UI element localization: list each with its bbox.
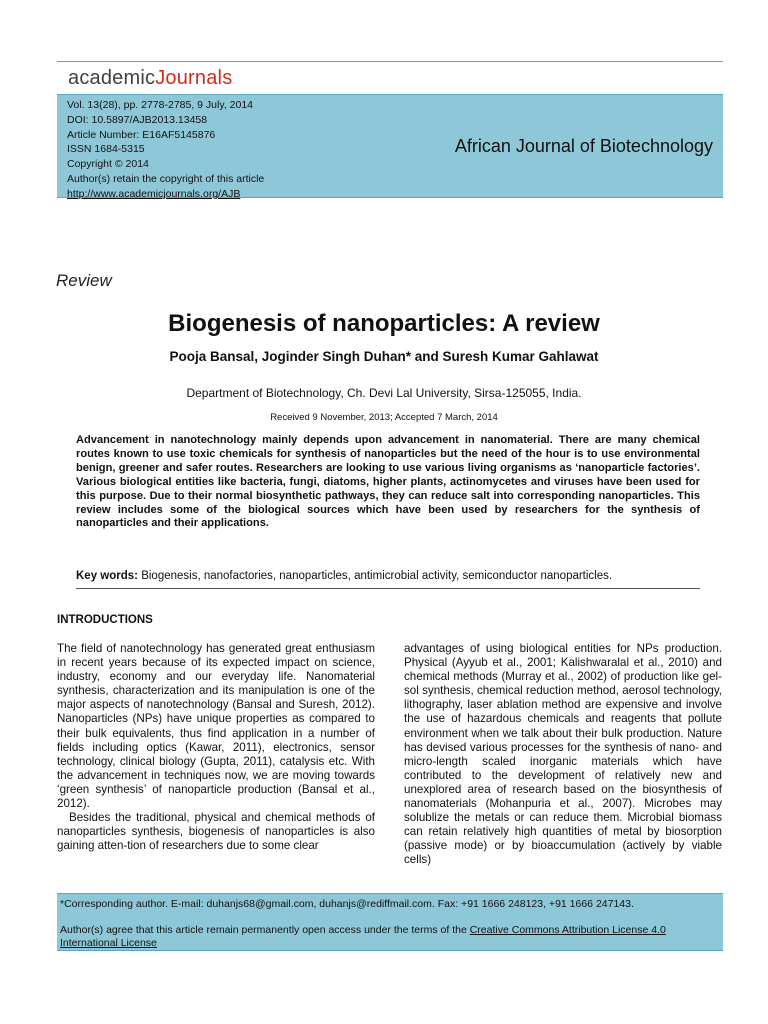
publisher-logo (68, 67, 232, 90)
journal-name: African Journal of Biotechnology (454, 136, 713, 156)
keywords-label: Key words: (76, 570, 138, 582)
meta-article-number: Article Number: E16AF5145876 (67, 128, 216, 141)
right-column (404, 642, 722, 868)
logo-journals: Journals (155, 67, 233, 89)
received-dates: Received 9 November, 2013; Accepted 7 March, 2014 (270, 412, 498, 423)
paragraph: advantages of using biological entities for NPs production. Physical (Ayyub et al., 2001; Kalishwaralal et al., 2010) and chemical methods (Murray et al., 2002) of production like gel-sol synthesis, chemical reduction method, aerosol technology, lithography, laser ablation method are expensive and involve the use of hazardous chemicals and reagents that pollute environment when we talk about their bulk production. Nature has devised various processes for the synthesis of nano- and micro-length scaled inorganic materials which have contributed to the development of relatively new and unexplored area of research based on the biosynthesis of nanomaterials (Mohanpuria et al., 2007). Microbes may solublize the metals or can reduce them. Microbial biomass can retain relatively high quantities of metal by biosorption (passive mode) or by bioaccumulation (actively by viable cells) (404, 642, 722, 867)
license-text: Author(s) agree that this article remain permanently open access under the terms of the (60, 924, 470, 936)
license-notice (60, 924, 720, 949)
meta-copyright: Copyright © 2014 (67, 158, 149, 171)
abstract: Advancement in nanotechnology mainly depends upon advancement in nanomaterial. There are many chemical routes known to use toxic chemicals for synthesis of nanoparticles but the need of the hour is to use environmental benign, greener and safer routes. Researchers are looking to use various living organisms as ‘nanoparticle factories’. Various biological entities like bacteria, fungi, diatoms, higher plants, actinomycetes and viruses have been used for this purpose. Due to their normal biosynthetic pathways, they can reduce salt into corresponding nanoparticles. This review includes some of the biological sources which have been used by researchers for the synthesis of nanoparticles and their applications. (76, 434, 700, 530)
license-link[interactable]: Creative Commons Attribution License 4.0 International License (60, 924, 666, 949)
article-type: Review (56, 271, 112, 290)
paragraph: Besides the traditional, physical and chemical methods of nanoparticles synthesis, biogenesis of nanoparticles is also gaining atten-tion of researchers due to some clear (57, 811, 375, 853)
meta-doi: DOI: 10.5897/AJB2013.13458 (67, 113, 208, 126)
meta-rights: Author(s) retain the copyright of this article (67, 172, 265, 185)
corresponding-author: *Corresponding author. E-mail: duhanjs68@gmail.com, duhanjs@rediffmail.com. Fax: +91 1666 248123, +91 1666 247143. (60, 898, 634, 910)
logo-academic: academic (68, 67, 156, 89)
author-list: Pooja Bansal, Joginder Singh Duhan* and Suresh Kumar Gahlawat (169, 349, 599, 364)
section-heading: INTRODUCTIONS (57, 614, 153, 626)
keywords-divider (76, 588, 700, 589)
paragraph: The field of nanotechnology has generated great enthusiasm in recent years because of its expected impact on science, industry, economy and our everyday life. Nanomaterial synthesis, characterization and its manipulation is one of the major aspects of nanotechnology (Bansal and Suresh, 2012). Nanoparticles (NPs) have unique properties as compared to their bulk equivalents, thus find application in a number of fields including optics (Kawar, 2011), electronics, sensor technology, clinical biology (Gupta, 2011), catalysis etc. With the advancement in techniques now, we are moving towards ‘green synthesis’ of nanoparticle production (Bansal et al., 2012). (57, 642, 375, 811)
meta-issn: ISSN 1684-5315 (67, 143, 145, 156)
paper-title: Biogenesis of nanoparticles: A review (168, 310, 600, 337)
keywords-text: Biogenesis, nanofactories, nanoparticles, antimicrobial activity, semiconductor nanoparticles. (138, 570, 613, 582)
meta-volume: Vol. 13(28), pp. 2778-2785, 9 July, 2014 (67, 99, 254, 111)
article-info-box (57, 94, 723, 198)
article-metadata (67, 98, 264, 202)
affiliation: Department of Biotechnology, Ch. Devi Lal University, Sirsa-125055, India. (186, 386, 582, 400)
keywords (76, 570, 700, 582)
footnote-box (57, 893, 723, 951)
left-column (57, 642, 375, 853)
journal-url-link[interactable]: http://www.academicjournals.org/AJB (67, 187, 241, 200)
header-rule (57, 61, 723, 62)
